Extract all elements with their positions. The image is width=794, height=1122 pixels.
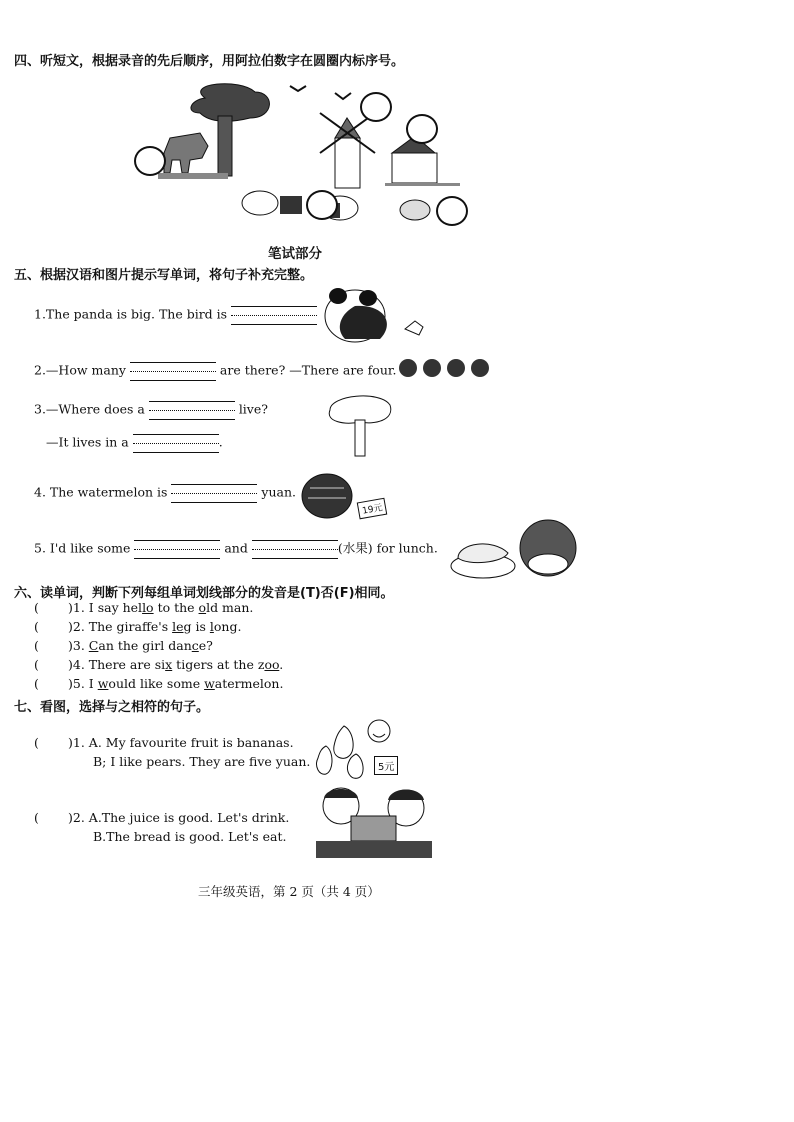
list-item (34, 676, 283, 695)
answer-circle-sheep[interactable] (436, 196, 468, 226)
watermelon-price-tag: 19元 (357, 498, 388, 520)
text-part: g is (183, 619, 210, 634)
farm-scene-image (130, 78, 480, 238)
section5-title: 五、根据汉语和图片提示写单词，将句子补充完整。 (14, 268, 314, 283)
list-item (34, 638, 283, 657)
item-number: )2. (68, 810, 85, 825)
text-part: ong. (213, 619, 242, 634)
q5-2-blank[interactable] (130, 360, 216, 382)
text-part: ould like some (108, 676, 205, 691)
q5-3-post: live? (238, 401, 268, 417)
section6-title: 六、读单词，判断下列每组单词划线部分的发音是(T)否(F)相同。 (14, 586, 394, 601)
underlined-part: le (172, 619, 184, 634)
panda-bird-image (320, 284, 430, 344)
section4-title: 四、听短文，根据录音的先后顺序，用阿拉伯数字在圆圈内标序号。 (14, 54, 405, 69)
text-part: tigers at the z (172, 657, 265, 672)
underlined-part: o (198, 600, 207, 615)
q5-3-blank1[interactable] (149, 399, 235, 421)
underlined-part: w (97, 676, 109, 691)
kids-drinking-image (316, 786, 432, 858)
answer-circle-birds[interactable] (360, 92, 392, 122)
section6-list (34, 600, 283, 695)
q5-2-post: are there? —There are four. (219, 362, 397, 378)
answer-circle-house[interactable] (406, 114, 438, 144)
q5-3-line1 (34, 399, 268, 421)
list-item (34, 619, 283, 638)
written-part-heading: 笔试部分 (268, 246, 322, 262)
text-part: atermelon. (214, 676, 284, 691)
q5-5 (34, 538, 438, 560)
item-number: )5. (68, 676, 85, 691)
answer-circle-horse[interactable] (134, 146, 166, 176)
underlined-part: c (191, 638, 199, 653)
underlined-part: w (204, 676, 215, 691)
text-part: There are si (88, 657, 166, 672)
text-part: to the (153, 600, 199, 615)
underlined-part: C (88, 638, 99, 653)
item-number: )3. (68, 638, 85, 653)
text-part: ld man. (206, 600, 254, 615)
item-number: )1. (68, 735, 85, 750)
page-footer: 三年级英语，第 2 页（共 4 页） (198, 884, 380, 899)
text-part: . (279, 657, 284, 672)
underlined-part: x (165, 657, 173, 672)
q5-4-pre: 4. The watermelon is (34, 484, 168, 500)
section7-title: 七、看图，选择与之相符的句子。 (14, 700, 210, 715)
q7-1-option-a: A. My favourite fruit is bananas. (88, 735, 294, 750)
q5-5-blank1[interactable] (134, 538, 220, 560)
answer-paren[interactable]: ( (34, 638, 39, 653)
q5-3-blank2[interactable] (133, 432, 219, 454)
underlined-part: oo (264, 657, 280, 672)
q7-2-option-b: B.The bread is good. Let's eat. (93, 829, 287, 844)
answer-paren[interactable]: ( (34, 735, 39, 750)
list-item (34, 600, 283, 619)
q5-4 (34, 482, 296, 504)
text-part: e? (198, 638, 213, 653)
watermelon-image (300, 470, 394, 524)
item-number: )4. (68, 657, 85, 672)
q5-1 (34, 304, 317, 326)
chicken-fruit-basket-image (448, 518, 582, 584)
q5-1-blank[interactable] (231, 304, 317, 326)
q5-5-mid: and (224, 540, 248, 556)
q7-2 (34, 810, 289, 825)
q5-4-blank[interactable] (171, 482, 257, 504)
item-number: )1. (68, 600, 85, 615)
q5-2 (34, 360, 396, 382)
underlined-part: lo (142, 600, 154, 615)
text-part: I say hel (88, 600, 143, 615)
answer-paren[interactable]: ( (34, 676, 39, 691)
q7-1-option-b: B; I like pears. They are five yuan. (93, 754, 311, 769)
tree-bird-image (320, 390, 395, 460)
q5-3-period: . (218, 434, 223, 450)
item-number: )2. (68, 619, 85, 634)
q7-1 (34, 735, 294, 750)
q5-5-blank2[interactable] (252, 538, 338, 560)
underlined-part: l (209, 619, 214, 634)
q5-5-pre: 5. I'd like some (34, 540, 131, 556)
q5-4-post: yuan. (261, 484, 296, 500)
text-part: The giraffe's (88, 619, 173, 634)
text-part: an the girl dan (98, 638, 192, 653)
q5-5-post: (水果) for lunch. (337, 540, 438, 556)
q5-2-pre: 2.—How many (34, 362, 126, 378)
q5-1-text: 1.The panda is big. The bird is (34, 306, 228, 322)
text-part: I (88, 676, 98, 691)
answer-paren[interactable]: ( (34, 619, 39, 634)
q5-3-line2 (46, 432, 223, 454)
answer-paren[interactable]: ( (34, 600, 39, 615)
pear-price-tag: 5元 (374, 756, 398, 775)
answer-circle-cow[interactable] (306, 190, 338, 220)
q5-3-pre2: —It lives in a (46, 434, 129, 450)
q7-2-option-a: A.The juice is good. Let's drink. (88, 810, 290, 825)
answer-paren[interactable]: ( (34, 810, 39, 825)
q5-3-pre: 3.—Where does a (34, 401, 145, 417)
answer-paren[interactable]: ( (34, 657, 39, 672)
list-item (34, 657, 283, 676)
four-apples-image (398, 356, 494, 378)
